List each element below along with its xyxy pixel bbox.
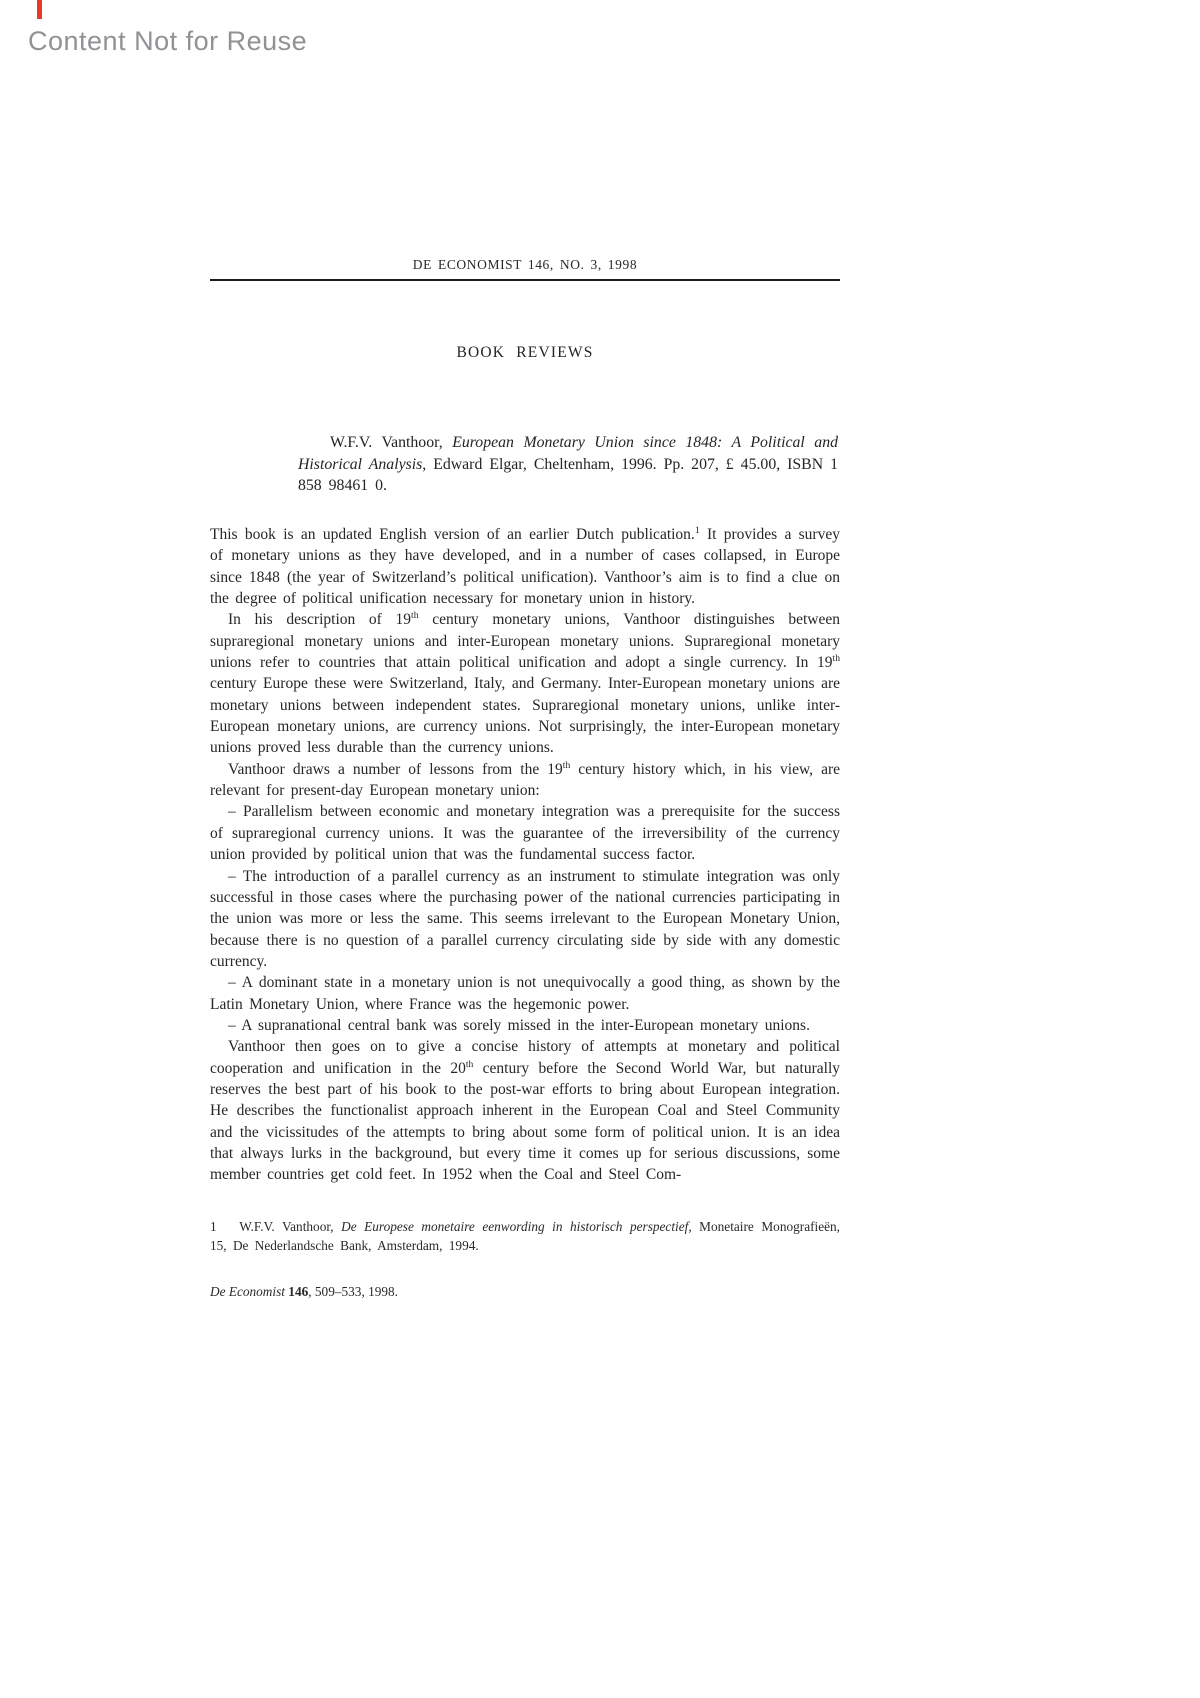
scan-artifact-mark: [37, 0, 42, 19]
section-title: BOOK REVIEWS: [456, 344, 594, 361]
watermark-text: Content Not for Reuse: [28, 26, 308, 56]
review-body: [210, 524, 840, 1186]
header-rule: [210, 279, 840, 281]
review-paragraph-2: In his description of 19th century monetary unions, Vanthoor distinguishes between supraregional monetary unions and inter-European monetary unions. Supraregional monetary unions refer to countries that attain political unification and adopt a single currency. In 19th century Europe these were Switzerland, Italy, and Germany. Inter-European monetary unions are monetary unions between independent states. Supraregional monetary unions, unlike inter-European monetary unions, are currency unions. Not surprisingly, the inter-European monetary unions proved less durable than the currency unions.: [210, 610, 840, 757]
footnote: 1 W.F.V. Vanthoor, De Europese monetaire eenwording in historisch perspectief, Monetaire Monografieën, 15, De Nederlandsche Bank, Amsterdam, 1994.: [210, 1219, 840, 1253]
journal-header: DE ECONOMIST 146, NO. 3, 1998: [412, 257, 638, 272]
review-paragraph-3: Vanthoor draws a number of lessons from the 19th century history which, in his view, are relevant for present-day European monetary union:: [210, 759, 840, 800]
review-bullet-paragraph-1: – Parallelism between economic and monetary integration was a prerequisite for the success of supraregional currency unions. It was the guarantee of the irreversibility of the currency union provided by political union that was the fundamental success factor.: [210, 803, 840, 864]
review-paragraph-1: This book is an updated English version of an earlier Dutch publication.$^1$ It provides a survey of monetary unions as they have developed, and in a number of cases collapsed, in Europe since 1848 (the year of Switzerland’s political unification). Vanthoor’s aim is to find a clue on the degree of political unification necessary for monetary union in history.: [210, 524, 840, 608]
book-citation: W.F.V. Vanthoor, European Monetary Union since 1848: A Political and Historical Analysis, Edward Elgar, Cheltenham, 1996. Pp. 207, £ 45.00, ISBN 1 858 98461 0.: [298, 434, 838, 495]
review-bullet-paragraph-3: – A dominant state in a monetary union is not unequivocally a good thing, as shown by the Latin Monetary Union, where France was the hegemonic power.: [210, 974, 840, 1013]
review-paragraph-4: Vanthoor then goes on to give a concise history of attempts at monetary and political cooperation and unification in the 20th century before the Second World War, but naturally reserves the best part of his book to the post-war efforts to bring about European integration. He describes the functionalist approach inherent in the European Coal and Steel Community and the vicissitudes of the attempts to bring about some form of political union. It is an idea that always lurks in the background, but every time it comes up for serious discussions, some member countries get cold feet. In 1952 when the Coal and Steel Com-: [210, 1038, 840, 1184]
journal-footer-line: De Economist 146, 509–533, 1998.: [210, 1284, 399, 1299]
review-bullet-paragraph-2: – The introduction of a parallel currency as an instrument to stimulate integration was only successful in those cases where the purchasing power of the national currencies participating in the union was more or less the same. This seems irrelevant to the European Monetary Union, because there is no question of a parallel currency circulating side by side with any domestic currency.: [210, 867, 840, 970]
review-bullet-paragraph-4: – A supranational central bank was sorely missed in the inter-European monetary unions.: [228, 1016, 810, 1034]
